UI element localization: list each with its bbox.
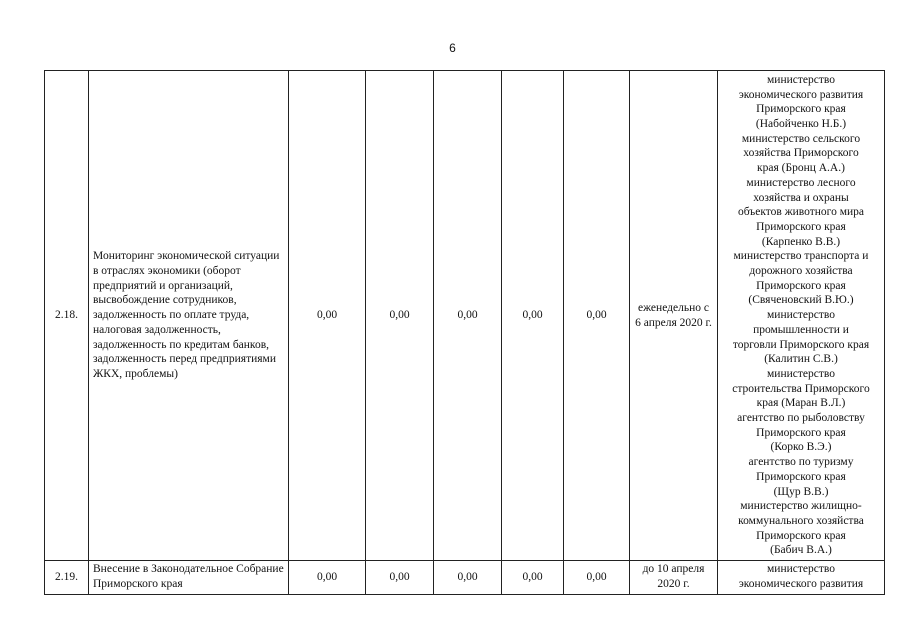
value-cell: 0,00 xyxy=(289,71,366,561)
responsible-line: (Набойченко Н.Б.) xyxy=(755,118,847,130)
value-cell: 0,00 xyxy=(564,561,630,595)
value-cell: 0,00 xyxy=(366,561,434,595)
responsible-line: промышленности и xyxy=(753,323,849,336)
table-row xyxy=(45,71,885,561)
responsible-line: министерство сельского xyxy=(741,132,861,145)
activity-name: Внесение в Законодательное Собрание Приморского края xyxy=(89,561,289,595)
responsible-line: (Бабич В.А.) xyxy=(770,544,832,557)
responsible-line: хозяйства и охраны xyxy=(753,191,849,204)
responsible-line: (Свяченовский В.Ю.) xyxy=(748,294,854,307)
responsible-line: Приморского края xyxy=(756,103,846,116)
deadline-cell: еженедельно с 6 апреля 2020 г. xyxy=(630,71,718,561)
responsible-line: края (Бронц А.А.) xyxy=(757,162,845,175)
table-row xyxy=(45,561,885,595)
responsible-line: (Карпенко В.В.) xyxy=(761,235,841,248)
responsible-line: края (Маран В.Л.) xyxy=(756,397,846,410)
value-cell: 0,00 xyxy=(502,561,564,595)
responsible-line: хозяйства Приморского xyxy=(743,147,859,160)
responsible-line: коммунального хозяйства xyxy=(738,514,864,527)
responsible-line: Приморского края xyxy=(756,220,846,233)
value-cell: 0,00 xyxy=(502,71,564,561)
responsible-line: министерство лесного xyxy=(746,176,856,189)
responsible-line: (Корко В.Э.) xyxy=(770,441,832,454)
responsible-line: министерство xyxy=(767,73,835,86)
row-number: 2.18. xyxy=(45,71,89,561)
responsible-line: министерство xyxy=(767,367,835,380)
responsible-line: экономического развития xyxy=(738,88,864,101)
row-number: 2.19. xyxy=(45,561,89,595)
responsible-line: Приморского края xyxy=(756,529,846,542)
responsible-line: Приморского края xyxy=(756,470,846,483)
deadline-cell: до 10 апреля 2020 г. xyxy=(630,561,718,595)
responsible-line: министерство транспорта и xyxy=(733,250,869,263)
responsible-line: строительства Приморского xyxy=(732,382,870,395)
responsible-cell xyxy=(718,561,885,595)
responsible-line: экономического развития xyxy=(738,577,864,590)
responsible-line: (Щур В.В.) xyxy=(773,485,829,498)
responsible-line: министерство жилищно- xyxy=(740,500,862,513)
value-cell: 0,00 xyxy=(434,71,502,561)
value-cell: 0,00 xyxy=(366,71,434,561)
responsible-line: агентство по рыболовству xyxy=(737,412,865,425)
responsible-line: Приморского края xyxy=(756,279,846,292)
value-cell: 0,00 xyxy=(289,561,366,595)
responsible-line: агентство по туризму xyxy=(748,456,854,469)
plan-table xyxy=(44,70,885,595)
responsible-line: торговли Приморского края xyxy=(732,338,870,351)
page-number: 6 xyxy=(449,41,456,55)
responsible-line: Приморского края xyxy=(756,426,846,439)
responsible-line: министерство xyxy=(767,563,835,575)
responsible-line: (Калитин С.В.) xyxy=(764,353,838,366)
activity-name: Мониторинг экономической ситуации в отраслях экономики (оборот предприятий и организаций, высвобождение сотрудников, задолженность по оплате труда, налоговая задолженность, задолженность по кредитам банков, задолженность перед предприятиями ЖКХ, проблемы) xyxy=(89,71,289,561)
responsible-line: министерство xyxy=(767,309,835,322)
responsible-line: дорожного хозяйства xyxy=(749,265,853,278)
responsible-line: объектов животного мира xyxy=(737,206,865,219)
responsible-cell xyxy=(718,71,885,561)
value-cell: 0,00 xyxy=(434,561,502,595)
value-cell: 0,00 xyxy=(564,71,630,561)
